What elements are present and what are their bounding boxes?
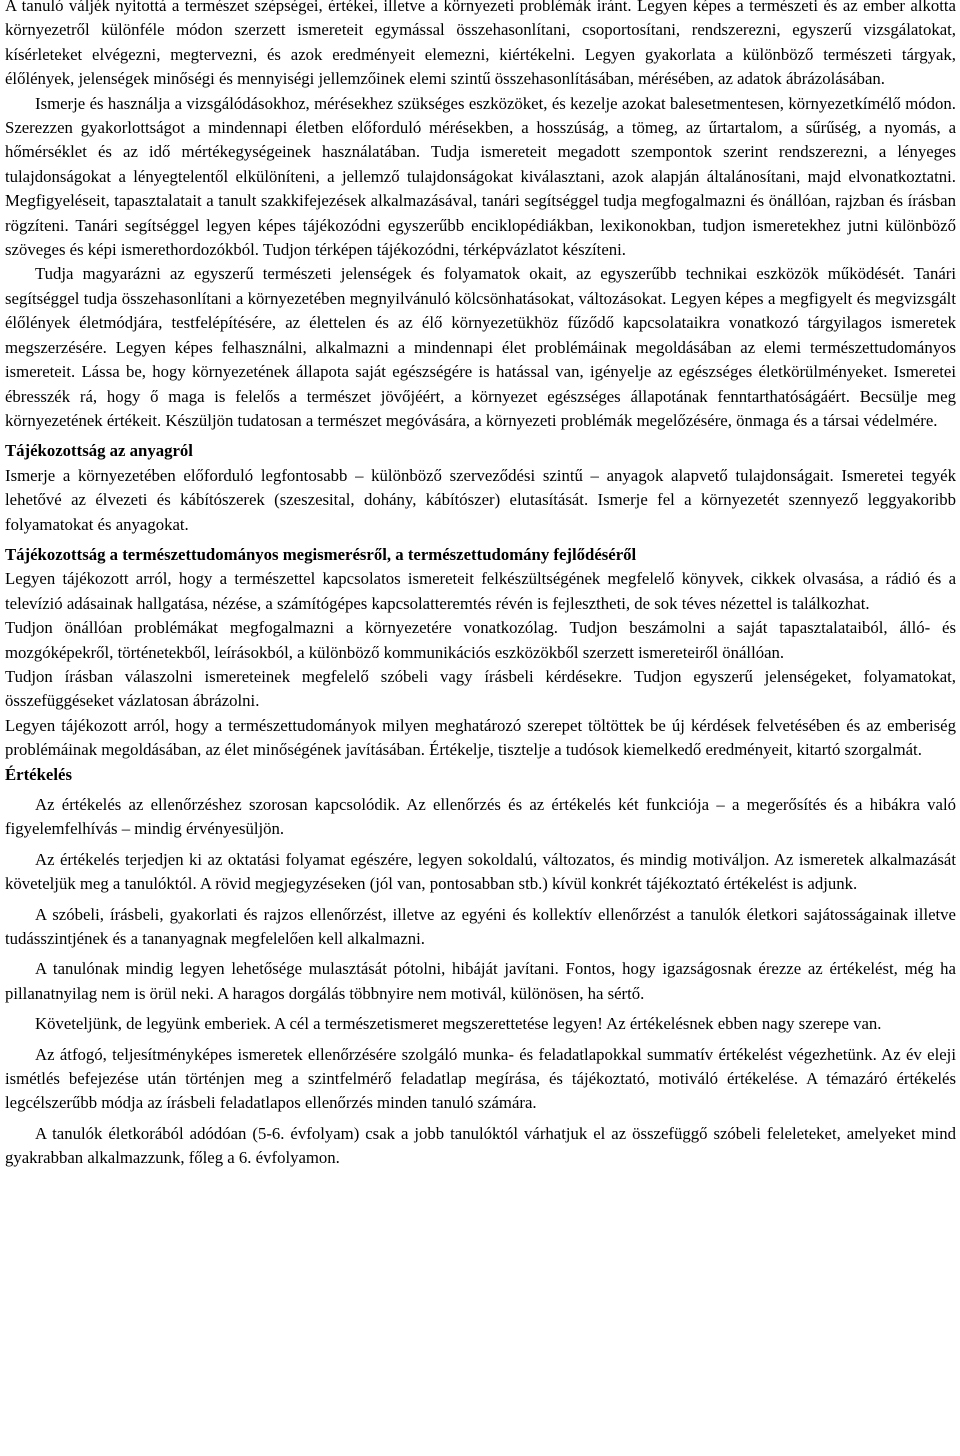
ertekeles-paragraph-1: Az értékelés az ellenőrzéshez szorosan kapcsolódik. Az ellenőrzés és az értékelés két funkciója – a megerősítés és a hibákra való figyelemfelhívás – mindig érvényesüljön. bbox=[5, 795, 956, 839]
megismeres-paragraph-3: Tudjon írásban válaszolni ismereteinek megfelelő szóbeli vagy írásbeli kérdésekre. Tudjon egyszerű jelenségeket, folyamatokat, összefüggéseket vázlatosan ábrázolni. bbox=[5, 666, 956, 711]
intro-paragraph-3: Tudja magyarázni az egyszerű természeti jelenségek és folyamatok okait, az egyszerűbb technikai eszközök működését. Tanári segítséggel tudja összehasonlítani a környezetében megnyilvánuló kölcsönhatásokat, változásokat. Legyen képes a megfigyelt és megvizsgált élőlények életmódjára, testfelépítésére, az élettelen és az élő környezetükhöz fűződő kapcsolataikra vonatkozó tárgyilagos ismeretek megszerzésére. Legyen képes felhasználni, alkalmazni a mindennapi élet problémáinak megoldásában az elemi természettudományos ismereteit. Lássa be, hogy környezetének állapota saját egészségére is hatással van, igényelje az egészséges életkörülményeket. Ismeretei ébresszék rá, hogy ő maga is felelős a természet jövőjéért, a környezet egészséges állapotának fenntarthatóságáért. Becsülje meg környezetének értékeit. Készüljön tudatosan a természet megóvására, a környezeti problémák megelőzésére, önmaga és a társai védelmére. bbox=[5, 264, 956, 430]
ertekeles-paragraph-4: A tanulónak mindig legyen lehetősége mulasztását pótolni, hibáját javítani. Fontos, hogy igazságosnak érezze az értékelést, még ha pillanatnyilag nem is örül neki. A haragos dorgálás többnyire nem motivál, különösen, ha sértő. bbox=[5, 959, 956, 1003]
ertekeles-paragraph-3: A szóbeli, írásbeli, gyakorlati és rajzos ellenőrzést, illetve az egyéni és kollektív ellenőrzést a tanulók életkori sajátosságainak illetve tudásszintjének és a tananyagnak megfelelően kell alkalmazni. bbox=[5, 904, 956, 949]
intro-paragraph-2: Ismerje és használja a vizsgálódásokhoz, mérésekhez szükséges eszközöket, és kezelje azokat balesetmentesen, környezetkímélő módon. Szerezzen gyakorlottságot a mindennapi életben előforduló mérésekben, a hosszúság, a tömeg, az űrtartalom, a sűrűség, a nyomás, a hőmérséklet és az idő mértékegységeinek használatában. Tudja ismereteit megadott szempontok szerint rendszerezni, a lényeges tulajdonságokat a lényegtelentől elkülöníteni, a jellemző tulajdonságokat kiválasztani, azok alapján általánosítani, majd elvonatkoztatni. Megfigyeléseit, tapasztalatait a tanult szakkifejezések alkalmazásával, tanári segítséggel tudja megfogalmazni és önállóan, rajzban és írásban rögzíteni. Tanári segítséggel legyen képes tájékozódni egyszerűbb enciklopédiákban, lexikonokban, tudjon ismeretekhez jutni különböző szöveges és képi ismerethordozókból. Tudjon térképen tájékozódni, térképvázlatot készíteni. bbox=[5, 93, 956, 260]
document-page bbox=[5, 0, 956, 1171]
intro-paragraph-1: A tanuló váljék nyitottá a természet szépségei, értékei, illetve a környezeti problémák iránt. Legyen képes a természeti és az ember alkotta környezetről különféle módon szerzett ismereteit egymással összehasonlítani, csoportosítani, rendszerezni, egyszerű vizsgálatokat, kísérleteket elvégezni, megtervezni, és azok eredményeit elemezni, kiértékelni. Legyen gyakorlata a különböző természeti tárgyak, élőlények, jelenségek minőségi és mennyiségi jellemzőinek elemi szintű összehasonlításában, mérésében, az adatok ábrázolásában. bbox=[5, 0, 956, 89]
anyag-paragraph-1: Ismerje a környezetében előforduló legfontosabb – különböző szerveződési szintű – anyagok alapvető tulajdonságait. Ismeretei tegyék lehetővé az élvezeti és kábítószerek (szeszesital, dohány, kábítószer) elutasítását. Ismerje fel a környezetét szennyező leggyakoribb folyamatokat és anyagokat. bbox=[5, 465, 956, 534]
ertekeles-paragraph-7: A tanulók életkorából adódóan (5-6. évfolyam) csak a jobb tanulóktól várhatjuk el az összefüggő szóbeli feleleteket, amelyeket mind gyakrabban alkalmazzunk, főleg a 6. évfolyamon. bbox=[5, 1123, 956, 1168]
section-heading-megismeres: Tájékozottság a természettudományos megismerésről, a természettudomány fejlődéséről bbox=[5, 544, 637, 564]
section-heading-anyag: Tájékozottság az anyagról bbox=[5, 441, 193, 461]
ertekeles-paragraph-5: Követeljünk, de legyünk emberiek. A cél a természetismeret megszerettetése legyen! Az értékelésnek ebben nagy szerepe van. bbox=[35, 1014, 882, 1034]
ertekeles-paragraph-6: Az átfogó, teljesítményképes ismeretek ellenőrzésére szolgáló munka- és feladatlapokkal summatív értékelést végezhetünk. Az év eleji ismétlés befejezése után történjen meg a szintfelmérő feladatlap megírása, és tájékoztató, motiváló értékelése. A témazáró értékelés legcélszerűbb módja az írásbeli feladatlapos ellenőrzés minden tanuló számára. bbox=[5, 1044, 956, 1113]
megismeres-paragraph-4: Legyen tájékozott arról, hogy a természettudományok milyen meghatározó szerepet töltöttek be új kérdések felvetésében és az emberiség problémáinak megoldásában, az élet minőségének javításában. Értékelje, tisztelje a tudósok kiemelkedő eredményeit, kitartó szorgalmát. bbox=[5, 715, 956, 760]
section-heading-ertekeles: Értékelés bbox=[5, 764, 72, 784]
megismeres-paragraph-1: Legyen tájékozott arról, hogy a természettel kapcsolatos ismereteit felkészültségének megfelelő könyvek, cikkek olvasása, a rádió és a televízió adásainak hallgatása, nézése, a számítógépes kapcsolatteremtés révén is fejlesztheti, de sok téves nézettel is találkozhat. bbox=[5, 569, 956, 613]
ertekeles-paragraph-2: Az értékelés terjedjen ki az oktatási folyamat egészére, legyen sokoldalú, változatos, és mindig motiváljon. Az ismeretek alkalmazását követeljük meg a tanulóktól. A rövid megjegyzéseken (jól van, pontosabban stb.) kívül konkrét tájékoztató értékelést is adjunk. bbox=[5, 849, 956, 894]
megismeres-paragraph-2: Tudjon önállóan problémákat megfogalmazni a környezetére vonatkozólag. Tudjon beszámolni a saját tapasztalataiból, álló- és mozgóképekről, történetekből, leírásokból, a különböző kommunikációs eszközökből szerzett ismereteiről önállóan. bbox=[5, 618, 956, 662]
